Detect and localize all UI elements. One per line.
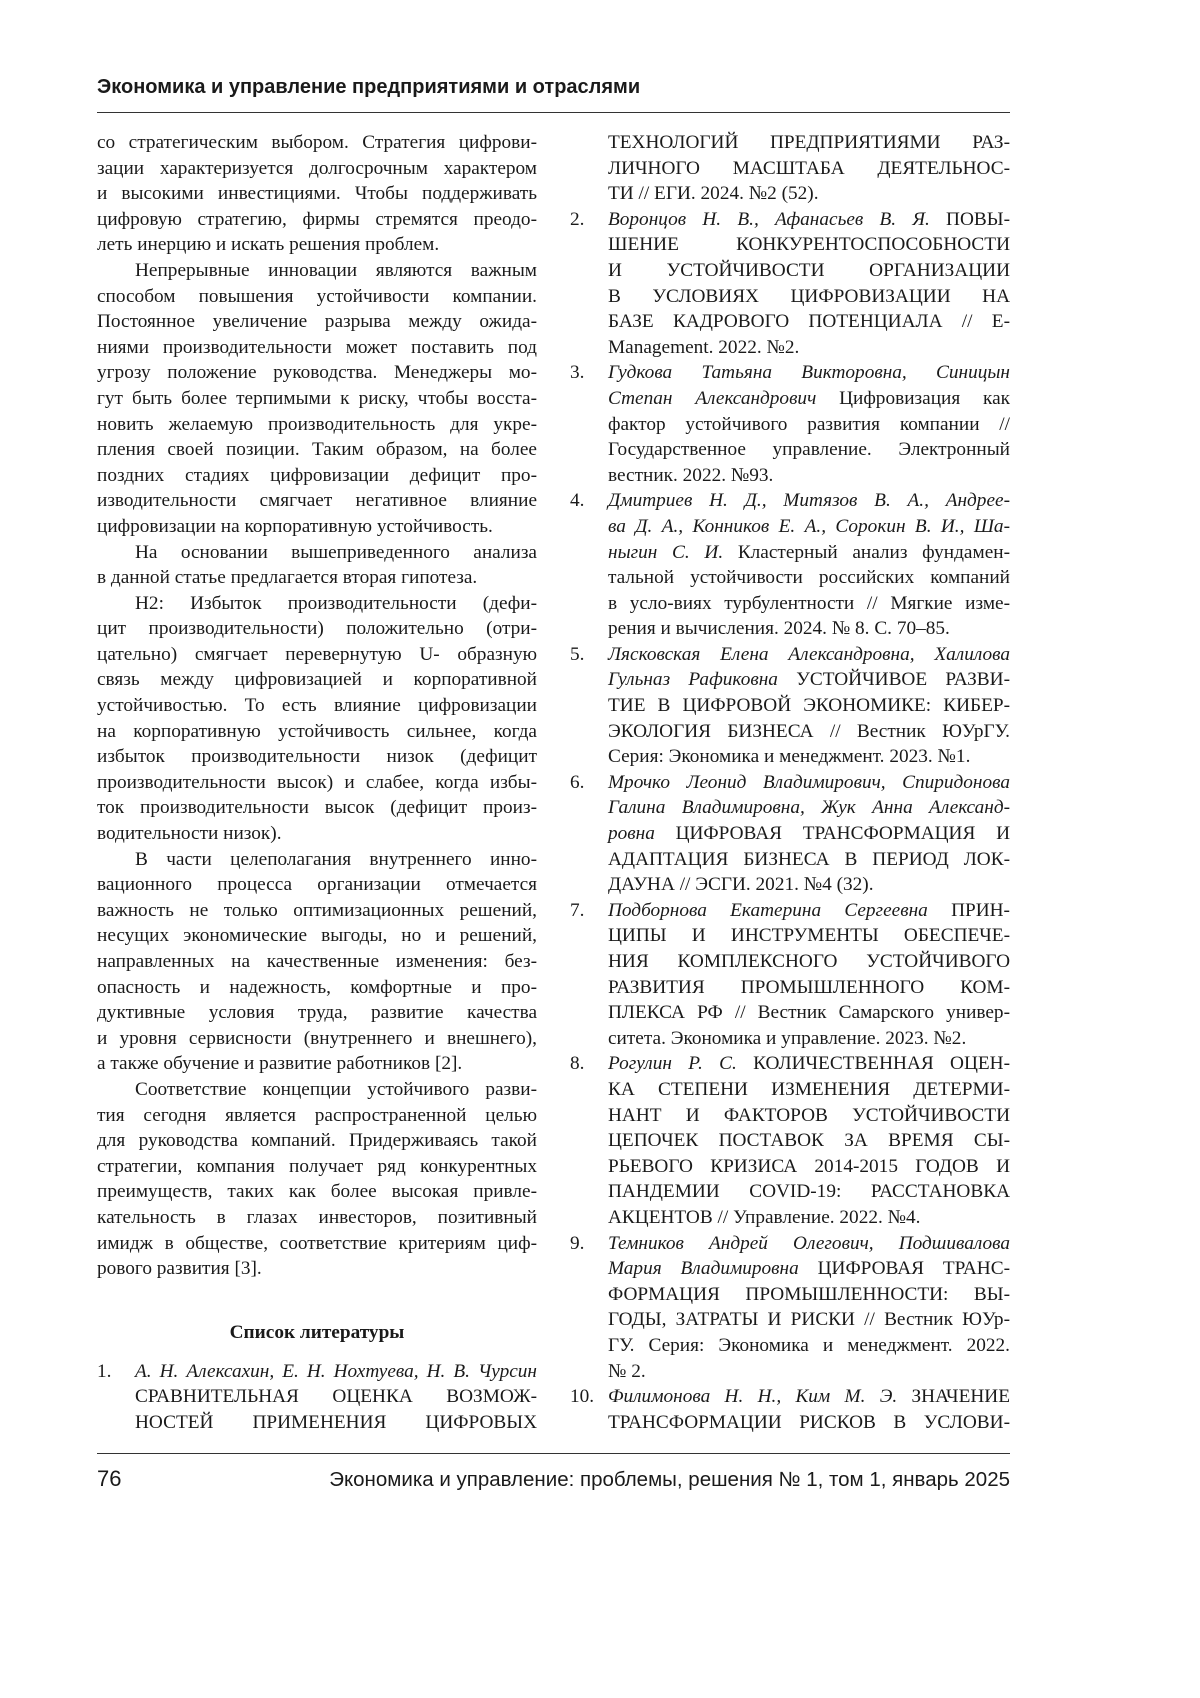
author-names: Воронцов Н. В., Афанасьев В. Я. [608,209,930,230]
author-names: ныгин С. И. [608,542,723,563]
line-text: ТРАНСФОРМАЦИИ РИСКОВ В УСЛОВИ- [608,1412,1010,1433]
line-text: ЦИПЫ И ИНСТРУМЕНТЫ ОБЕСПЕЧЕ- [608,925,1010,946]
author-names: Мрочко Леонид Владимирович, Спиридонова [608,772,1010,793]
text-line [97,667,537,693]
line-text: АКЦЕНТОВ // Управление. 2022. №4. [608,1207,920,1228]
reference-continuation [570,130,1010,207]
line-text: ГОДЫ, ЗАТРАТЫ И РИСКИ // Вестник ЮУр- [608,1309,1010,1330]
text-line [97,360,537,386]
paragraph [97,1077,537,1282]
text-line [608,360,1010,386]
running-header: Экономика и управление предприятиями и отраслями [97,76,1010,99]
text-line [97,847,537,873]
text-line [608,1205,1010,1231]
text-line [97,795,537,821]
text-line [608,437,1010,463]
left-column [97,130,537,1435]
text-line [97,719,537,745]
author-names: Гульназ Рафиковна [608,669,778,690]
text-line [97,1256,537,1282]
text-line [608,847,1010,873]
text-line [608,258,1010,284]
line-text: леть инерцию и искать решения проблем. [97,234,439,255]
text-line [135,1410,537,1436]
references-heading: Список литературы [97,1307,537,1358]
text-line [97,821,537,847]
text-line [608,1410,1010,1436]
reference-item [570,1384,1010,1435]
line-text: новить желаемую производительность для укре- [97,414,537,435]
text-line [608,719,1010,745]
text-line [97,898,537,924]
line-text: Постоянное увеличение разрыва между ожида- [97,311,537,332]
line-text: вестник. 2022. №93. [608,465,773,486]
text-line [97,642,537,668]
text-line [97,1231,537,1257]
text-line [608,130,1010,156]
reference-number: 6. [570,770,584,796]
line-text: связь между цифровизацией и корпоративной [97,669,537,690]
text-line [608,232,1010,258]
text-line [97,1205,537,1231]
line-text: а также обучение и развитие работников [2]. [97,1053,462,1074]
text-line [97,335,537,361]
text-line [97,949,537,975]
paragraph [97,130,537,258]
reference-number: 8. [570,1051,584,1077]
line-text: УСТОЙЧИВОЕ РАЗВИ- [778,669,1010,690]
line-text: И УСТОЙЧИВОСТИ ОРГАНИЗАЦИИ [608,260,1010,281]
line-text: ток производительности высок (дефицит произ- [97,797,537,818]
line-text: вационного процесса организации отмечается [97,874,537,895]
line-text: № 2. [608,1361,646,1382]
text-line [608,181,1010,207]
text-line [608,1051,1010,1077]
text-line [608,1128,1010,1154]
author-names: Лясковская Елена Александровна, Халилова [608,644,1010,665]
text-line [97,616,537,642]
reference-number: 3. [570,360,584,386]
text-line [97,386,537,412]
reference-item [570,642,1010,770]
line-text: рения и вычисления. 2024. № 8. С. 70–85. [608,618,950,639]
text-line [608,1384,1010,1410]
line-text: со стратегическим выбором. Стратегия цифрови- [97,132,537,153]
reference-number: 7. [570,898,584,924]
line-text: тия сегодня является распространенной целью [97,1105,537,1126]
text-line [97,744,537,770]
line-text: Management. 2022. №2. [608,337,799,358]
line-text: ШЕНИЕ КОНКУРЕНТОСПОСОБНОСТИ [608,234,1010,255]
author-names: Степан Александрович [608,388,816,409]
line-text: тальной устойчивости российских компаний [608,567,1010,588]
text-line [608,693,1010,719]
text-line [97,1026,537,1052]
line-text: гут быть более терпимыми к риску, чтобы восста- [97,388,537,409]
text-line [608,975,1010,1001]
text-line [608,667,1010,693]
text-line [135,1359,537,1385]
text-line [608,488,1010,514]
line-text: ТЕХНОЛОГИЙ ПРЕДПРИЯТИЯМИ РАЗ- [608,132,1010,153]
line-text: и высокими инвестициями. Чтобы поддерживать [97,183,537,204]
text-line [608,540,1010,566]
line-text: Непрерывные инновации являются важным [135,260,537,281]
line-text: поздних стадиях цифровизации дефицит про- [97,465,537,486]
reference-item [570,207,1010,361]
text-line [608,1077,1010,1103]
text-line [608,591,1010,617]
text-line [97,156,537,182]
text-line [608,1282,1010,1308]
reference-number: 4. [570,488,584,514]
author-names: Мария Владимировна [608,1258,799,1279]
line-text: ЗНАЧЕНИЕ [897,1386,1010,1407]
right-column [570,130,1010,1435]
reference-number: 1. [97,1359,111,1385]
line-text: фактор устойчивого развития компании // [608,414,1010,435]
text-line [608,309,1010,335]
line-text: ТИЕ В ЦИФРОВОЙ ЭКОНОМИКЕ: КИБЕР- [608,695,1010,716]
reference-item [570,1051,1010,1230]
line-text: цифровую стратегию, фирмы стремятся преодо- [97,209,537,230]
line-text: стратегии, компания получает ряд конкурентных [97,1156,537,1177]
text-line [97,1000,537,1026]
author-names: А. Н. Алексахин, Е. Н. Нохтуева, Н. В. Чурсин [135,1361,537,1382]
header-rule [97,112,1010,113]
text-line [97,770,537,796]
line-text: АДАПТАЦИЯ БИЗНЕСА В ПЕРИОД ЛОК- [608,849,1010,870]
line-text: имидж в обществе, соответствие критериям циф- [97,1233,537,1254]
line-text: Кластерный анализ фундамен- [723,542,1010,563]
paragraph [97,258,537,540]
text-line [97,232,537,258]
line-text: преимуществ, таких как более высокая привле- [97,1181,537,1202]
reference-number: 10. [570,1384,594,1410]
text-line [608,1333,1010,1359]
line-text: и уровня сервисности (внутреннего и внешнего), [97,1028,537,1049]
reference-number: 2. [570,207,584,233]
line-text: ПЛЕКСА РФ // Вестник Самарского универ- [608,1002,1010,1023]
line-text: ПРИН- [928,900,1010,921]
line-text: ситета. Экономика и управление. 2023. №2. [608,1028,966,1049]
line-text: На основании вышеприведенного анализа [135,542,537,563]
text-line [97,565,537,591]
line-text: Государственное управление. Электронный [608,439,1010,460]
text-line [97,1179,537,1205]
line-text: пления своей позиции. Таким образом, на более [97,439,537,460]
text-line [97,923,537,949]
line-text: ЦИФРОВАЯ ТРАНСФОРМАЦИЯ И [655,823,1010,844]
text-line [97,872,537,898]
line-text: на корпоративную устойчивость сильнее, когда [97,721,537,742]
page-number: 76 [97,1466,121,1492]
line-text: ЦИФРОВАЯ ТРАНС- [799,1258,1010,1279]
line-text: кательность в глазах инвесторов, позитивный [97,1207,537,1228]
text-line [608,412,1010,438]
text-line [97,1128,537,1154]
line-text: ниями производительности может поставить под [97,337,537,358]
line-text: В части целеполагания внутреннего инно- [135,849,537,870]
text-line [608,1026,1010,1052]
text-line [97,540,537,566]
text-line [97,130,537,156]
reference-item [97,1359,537,1436]
line-text: КА СТЕПЕНИ ИЗМЕНЕНИЯ ДЕТЕРМИ- [608,1079,1010,1100]
text-line [608,821,1010,847]
line-text: направленных на качественные изменения: без- [97,951,537,972]
text-line [608,156,1010,182]
line-text: цательно) смягчает перевернутую U- образную [97,644,537,665]
text-line [608,642,1010,668]
reference-item [570,898,1010,1052]
line-text: ТИ // ЕГИ. 2024. №2 (52). [608,183,819,204]
author-names: Темников Андрей Олегович, Подшивалова [608,1233,1010,1254]
text-line [97,284,537,310]
text-line [608,284,1010,310]
line-text: водительности низок). [97,823,282,844]
text-line [97,258,537,284]
author-names: Рогулин Р. С. [608,1053,737,1074]
text-line [97,488,537,514]
line-text: Цифровизация как [816,388,1010,409]
text-line [608,744,1010,770]
text-line [608,1359,1010,1385]
text-line [608,1154,1010,1180]
line-text: цифровизации на корпоративную устойчивость. [97,516,493,537]
author-names: Филимонова Н. Н., Ким М. Э. [608,1386,897,1407]
journal-footer: Экономика и управление: проблемы, решения № 1, том 1, январь 2025 [329,1468,1010,1492]
text-line [608,386,1010,412]
line-text: ПОВЫ- [930,209,1010,230]
text-line [97,181,537,207]
line-text: РАЗВИТИЯ ПРОМЫШЛЕННОГО КОМ- [608,977,1010,998]
line-text: ЛИЧНОГО МАСШТАБА ДЕЯТЕЛЬНОС- [608,158,1010,179]
line-text: БАЗЕ КАДРОВОГО ПОТЕНЦИАЛА // Е- [608,311,1010,332]
reference-number: 5. [570,642,584,668]
text-line [97,693,537,719]
author-names: ва Д. А., Конников Е. А., Сорокин В. И., Ша- [608,516,1010,537]
text-line [97,1154,537,1180]
text-line [608,1231,1010,1257]
line-text: Н2: Избыток производительности (дефи- [135,593,537,614]
text-line [97,463,537,489]
line-text: цит производительности) положительно (отри- [97,618,537,639]
text-line [608,949,1010,975]
text-line [97,207,537,233]
line-text: производительности высок) и слабее, когда избы- [97,772,537,793]
line-text: НИЯ КОМПЛЕКСНОГО УСТОЙЧИВОГО [608,951,1010,972]
line-text: рового развития [3]. [97,1258,262,1279]
line-text: зации характеризуется долгосрочным характером [97,158,537,179]
paragraph [97,591,537,847]
text-line [97,1051,537,1077]
text-line [97,437,537,463]
line-text: для руководства компаний. Придерживаясь такой [97,1130,537,1151]
line-text: СРАВНИТЕЛЬНАЯ ОЦЕНКА ВОЗМОЖ- [135,1386,537,1407]
line-text: Серия: Экономика и менеджмент. 2023. №1. [608,746,970,767]
line-text: НАНТ И ФАКТОРОВ УСТОЙЧИВОСТИ [608,1105,1010,1126]
line-text: избыток производительности низок (дефицит [97,746,537,767]
text-line [608,795,1010,821]
line-text: угрозу положение руководства. Менеджеры мо- [97,362,537,383]
text-line [97,309,537,335]
spacer [97,1282,537,1308]
text-line [608,1179,1010,1205]
text-line [608,872,1010,898]
line-text: Соответствие концепции устойчивого разви- [135,1079,537,1100]
author-names: Гудкова Татьяна Викторовна, Синицын [608,362,1010,383]
line-text: НОСТЕЙ ПРИМЕНЕНИЯ ЦИФРОВЫХ [135,1412,537,1433]
text-line [608,1103,1010,1129]
line-text: дуктивные условия труда, развитие качества [97,1002,537,1023]
author-names: Подборнова Екатерина Сергеевна [608,900,928,921]
reference-item [570,770,1010,898]
line-text: важность не только оптимизационных решений, [97,900,537,921]
text-line [97,412,537,438]
line-text: изводительности смягчает негативное влияние [97,490,537,511]
text-line [608,514,1010,540]
text-line [608,565,1010,591]
footer-rule [97,1453,1010,1454]
text-line [608,1256,1010,1282]
line-text: устойчивостью. То есть влияние цифровизации [97,695,537,716]
text-line [608,1307,1010,1333]
line-text: ДАУНА // ЭСГИ. 2021. №4 (32). [608,874,874,895]
text-line [608,898,1010,924]
line-text: ЭКОЛОГИЯ БИЗНЕСА // Вестник ЮУрГУ. [608,721,1010,742]
text-line [97,975,537,1001]
reference-number: 9. [570,1231,584,1257]
text-line [608,616,1010,642]
text-line [608,923,1010,949]
text-line [608,1000,1010,1026]
paragraph [97,847,537,1077]
text-line [608,335,1010,361]
line-text: В УСЛОВИЯХ ЦИФРОВИЗАЦИИ НА [608,286,1010,307]
text-line [608,463,1010,489]
author-names: ровна [608,823,655,844]
text-line [97,1077,537,1103]
text-line [608,770,1010,796]
line-text: ПАНДЕМИИ COVID-19: РАССТАНОВКА [608,1181,1010,1202]
text-line [97,591,537,617]
author-names: Дмитриев Н. Д., Митязов В. А., Андрее- [608,490,1010,511]
line-text: ФОРМАЦИЯ ПРОМЫШЛЕННОСТИ: ВЫ- [608,1284,1010,1305]
text-line [97,1103,537,1129]
reference-item [570,360,1010,488]
line-text: КОЛИЧЕСТВЕННАЯ ОЦЕН- [737,1053,1010,1074]
line-text: ГУ. Серия: Экономика и менеджмент. 2022. [608,1335,1010,1356]
line-text: в усло-виях турбулентности // Мягкие изме- [608,593,1010,614]
line-text: РЬЕВОГО КРИЗИСА 2014-2015 ГОДОВ И [608,1156,1010,1177]
line-text: опасность и надежность, комфортные и про- [97,977,537,998]
text-line [135,1384,537,1410]
author-names: Галина Владимировна, Жук Анна Александ- [608,797,1010,818]
text-line [97,514,537,540]
text-line [608,207,1010,233]
line-text: в данной статье предлагается вторая гипотеза. [97,567,477,588]
line-text: способом повышения устойчивости компании. [97,286,537,307]
paragraph [97,540,537,591]
line-text: ЦЕПОЧЕК ПОСТАВОК ЗА ВРЕМЯ СЫ- [608,1130,1010,1151]
line-text: несущих экономические выгоды, но и решений, [97,925,537,946]
reference-item [570,488,1010,642]
reference-item [570,1231,1010,1385]
